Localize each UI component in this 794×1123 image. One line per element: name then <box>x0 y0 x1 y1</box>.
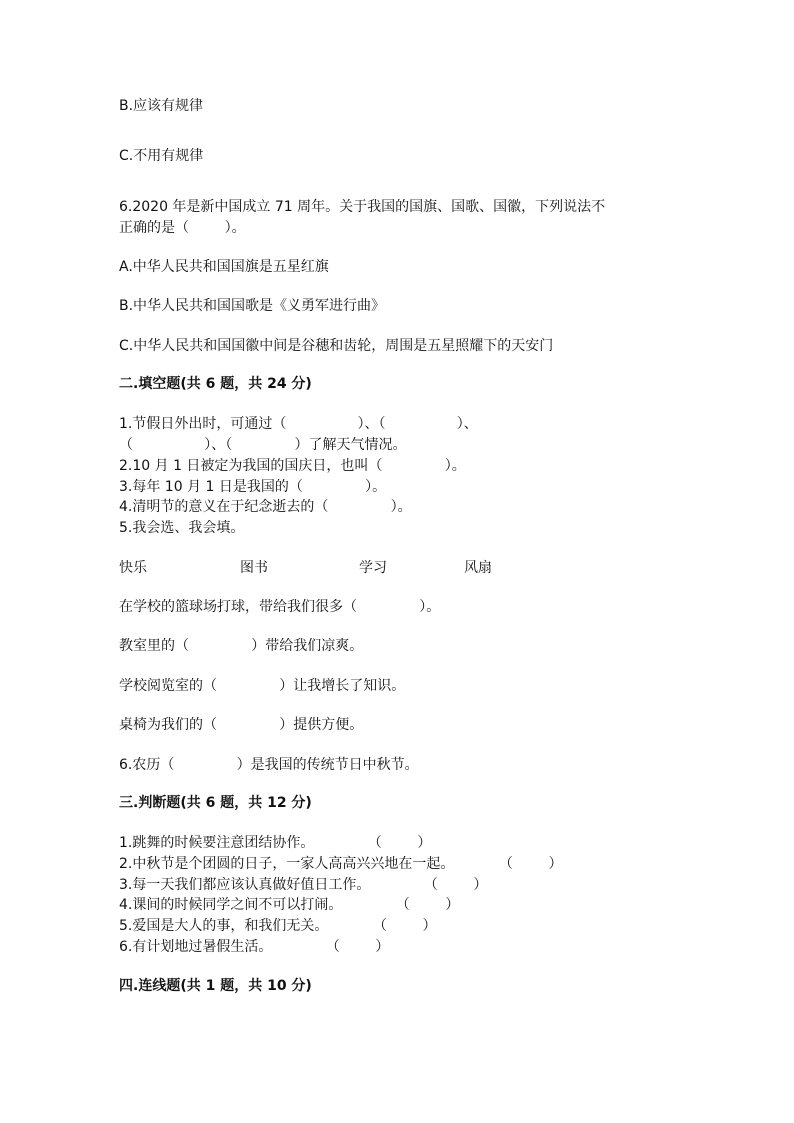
judge-item: 4.课间的时候同学之间不可以打闹。 （ ） <box>119 897 460 913</box>
fill-sentence-4: 桌椅为我们的（ ）提供方便。 <box>119 717 364 733</box>
fill-q6: 6.农历（ ）是我国的传统节日中秋节。 <box>119 757 419 773</box>
question-6-option-c: C.中华人民共和国国徽中间是谷穗和齿轮，周围是五星照耀下的天安门 <box>119 338 554 354</box>
option-b: B.应该有规律 <box>119 98 204 114</box>
fill-sentence-2: 教室里的（ ）带给我们凉爽。 <box>119 638 364 654</box>
judge-item: 2.中秋节是个团圆的日子，一家人高高兴兴地在一起。 （ ） <box>119 856 563 872</box>
judge-item: 1.跳舞的时候要注意团结协作。 （ ） <box>119 835 432 851</box>
question-6-line2: 正确的是（ ）。 <box>119 220 246 236</box>
question-6-option-a: A.中华人民共和国国旗是五星红旗 <box>119 259 329 275</box>
judge-item: 5.爱国是大人的事，和我们无关。 （ ） <box>119 918 437 934</box>
fill-q2: 2.10 月 1 日被定为我国的国庆日，也叫（ ）。 <box>119 458 466 474</box>
judge-item: 6.有计划地过暑假生活。 （ ） <box>119 939 390 955</box>
word-item: 图书 <box>240 560 268 576</box>
section-title-judge: 三.判断题(共 6 题，共 12 分) <box>119 795 312 811</box>
option-c: C.不用有规律 <box>119 148 204 164</box>
section-title-matching: 四.连线题(共 1 题，共 10 分) <box>119 978 312 994</box>
word-item: 快乐 <box>119 560 147 576</box>
question-6-option-b: B.中华人民共和国国歌是《义勇军进行曲》 <box>119 298 386 314</box>
fill-q4: 4.清明节的意义在于纪念逝去的（ ）。 <box>119 499 412 515</box>
fill-q1-line2: （ ）、（ ）了解天气情况。 <box>119 437 407 453</box>
question-6-line1: 6.2020 年是新中国成立 71 周年。关于我国的国旗、国歌、国徽，下列说法不 <box>119 199 606 215</box>
fill-q3: 3.每年 10 月 1 日是我国的（ ）。 <box>119 479 387 495</box>
fill-sentence-1: 在学校的篮球场打球，带给我们很多（ ）。 <box>119 599 441 615</box>
word-item: 学习 <box>359 560 387 576</box>
fill-q5: 5.我会选、我会填。 <box>119 520 245 536</box>
word-item: 风扇 <box>464 560 492 576</box>
section-title-fill-blank: 二.填空题(共 6 题，共 24 分) <box>119 376 312 392</box>
judge-item: 3.每一天我们都应该认真做好值日工作。 （ ） <box>119 877 488 893</box>
fill-sentence-3: 学校阅览室的（ ）让我增长了知识。 <box>119 678 406 694</box>
fill-q1-line1: 1.节假日外出时，可通过（ ）、（ ）、 <box>119 416 478 432</box>
